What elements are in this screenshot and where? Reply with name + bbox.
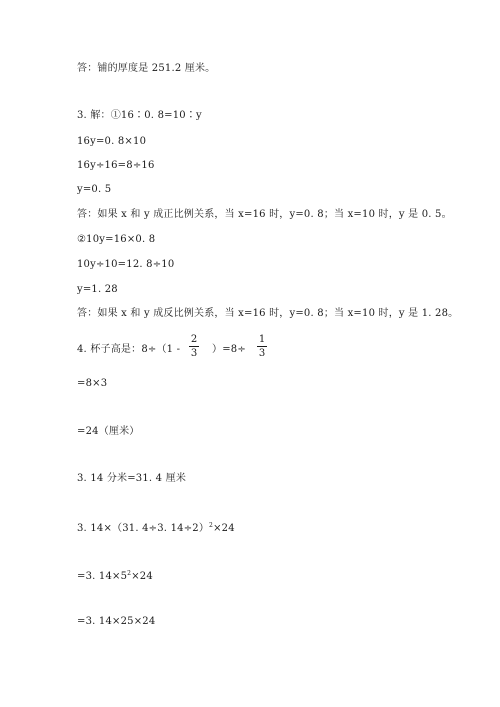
problem-3-part-2: ②10y=16×0. 8	[77, 234, 156, 245]
fraction-bar	[189, 346, 199, 347]
problem-3-step-1: 16y=0. 8×10	[77, 136, 147, 147]
problem-3-answer-inverse: 答：如果 x 和 y 成反比例关系，当 x=16 时，y=0. 8；当 x=10 时，y 是 1. 28。	[77, 308, 459, 319]
fraction-one-third	[256, 334, 268, 359]
fraction-numerator: 1	[258, 334, 266, 345]
square-exponent: 2	[209, 522, 214, 529]
calc-text: ×24	[131, 571, 153, 582]
problem-3-part-2-step-2: y=1. 28	[77, 284, 118, 295]
fraction-two-thirds	[188, 334, 200, 359]
problem-3-step-2: 16y÷16=8÷16	[77, 160, 155, 171]
calc-text: ×24	[213, 523, 235, 534]
calc-text: 3. 14×（31. 4÷3. 14÷2）	[77, 523, 210, 534]
problem-3-part-2-step-1: 10y÷10=12. 8÷10	[77, 259, 175, 270]
square-exponent: 2	[127, 570, 132, 577]
problem-3-step-3: y=0. 5	[77, 184, 112, 195]
fraction-numerator: 2	[190, 334, 198, 345]
calc-text: =3. 14×5	[77, 571, 128, 582]
volume-calc-line-3: =3. 14×25×24	[77, 616, 156, 627]
problem-3-answer-direct: 答：如果 x 和 y 成正比例关系，当 x=16 时，y=0. 8；当 x=10 时，y 是 0. 5。	[77, 209, 452, 220]
answer-thickness: 答：铺的厚度是 251.2 厘米。	[77, 63, 216, 74]
volume-calc-line-2	[77, 568, 153, 583]
problem-4-prefix: 4. 杯子高是：8÷（1 -	[77, 344, 181, 355]
problem-4-mid: ）=8÷	[212, 344, 246, 355]
fraction-denominator: 3	[190, 348, 198, 359]
problem-3-heading: 3. 解：①16∶0. 8=10∶y	[77, 110, 202, 121]
volume-calc-line-1	[77, 520, 235, 535]
unit-conversion: 3. 14 分米=31. 4 厘米	[77, 473, 187, 484]
problem-4-step-1: =8×3	[77, 378, 108, 389]
fraction-denominator: 3	[258, 348, 266, 359]
fraction-bar	[257, 346, 267, 347]
problem-4-step-2: =24（厘米）	[77, 426, 140, 437]
